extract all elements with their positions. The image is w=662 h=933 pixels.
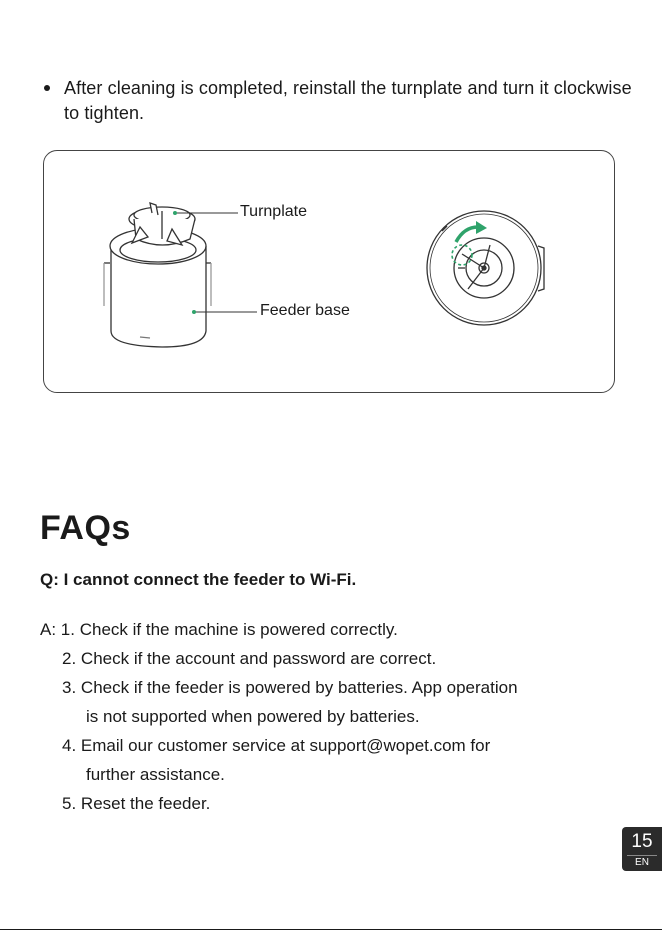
answer-number: 3. — [62, 678, 77, 697]
answer-number: 4. — [62, 736, 77, 755]
answer-number: 2. — [62, 649, 77, 668]
bullet-dot — [44, 85, 50, 91]
instruction-text: After cleaning is completed, reinstall the turnplate and turn it clockwise to tighten. — [64, 78, 632, 123]
answer-item-2 — [40, 644, 630, 673]
answer-text: Reset the feeder. — [80, 794, 211, 813]
answer-item-3-continued: is not supported when powered by batteries. — [86, 707, 420, 726]
feeder-base-label: Feeder base — [260, 302, 350, 319]
answer-text: Email our customer service at support@wopet.com for — [80, 736, 491, 755]
answer-item-4-continued: further assistance. — [86, 765, 225, 784]
instruction-bullet — [44, 76, 634, 126]
bottom-rule — [0, 929, 662, 930]
faq-answer-list — [40, 615, 630, 818]
answer-number: 1. — [60, 620, 75, 639]
page-badge — [622, 827, 662, 871]
feeder-illustration — [44, 151, 616, 394]
answer-text: Check if the machine is powered correctly. — [79, 620, 398, 639]
language-code: EN — [635, 857, 649, 868]
answer-prefix: A: — [40, 620, 57, 639]
base-callout-dot — [192, 310, 196, 314]
faq-title: FAQs — [40, 509, 131, 547]
turnplate-label: Turnplate — [240, 203, 307, 220]
faq-question: Q: I cannot connect the feeder to Wi-Fi. — [40, 570, 357, 589]
answer-text: Check if the feeder is powered by batteries. App operation — [80, 678, 518, 697]
turnplate-callout-dot — [173, 211, 177, 215]
feeder-side-view — [104, 203, 211, 347]
answer-item-3 — [40, 673, 630, 702]
answer-item-5 — [40, 789, 630, 818]
page-number: 15 — [631, 831, 653, 852]
answer-number: 5. — [62, 794, 77, 813]
answer-text: Check if the account and password are correct. — [80, 649, 437, 668]
answer-item-4 — [40, 731, 630, 760]
illustration-frame — [43, 150, 615, 393]
answer-item-1 — [40, 615, 630, 644]
